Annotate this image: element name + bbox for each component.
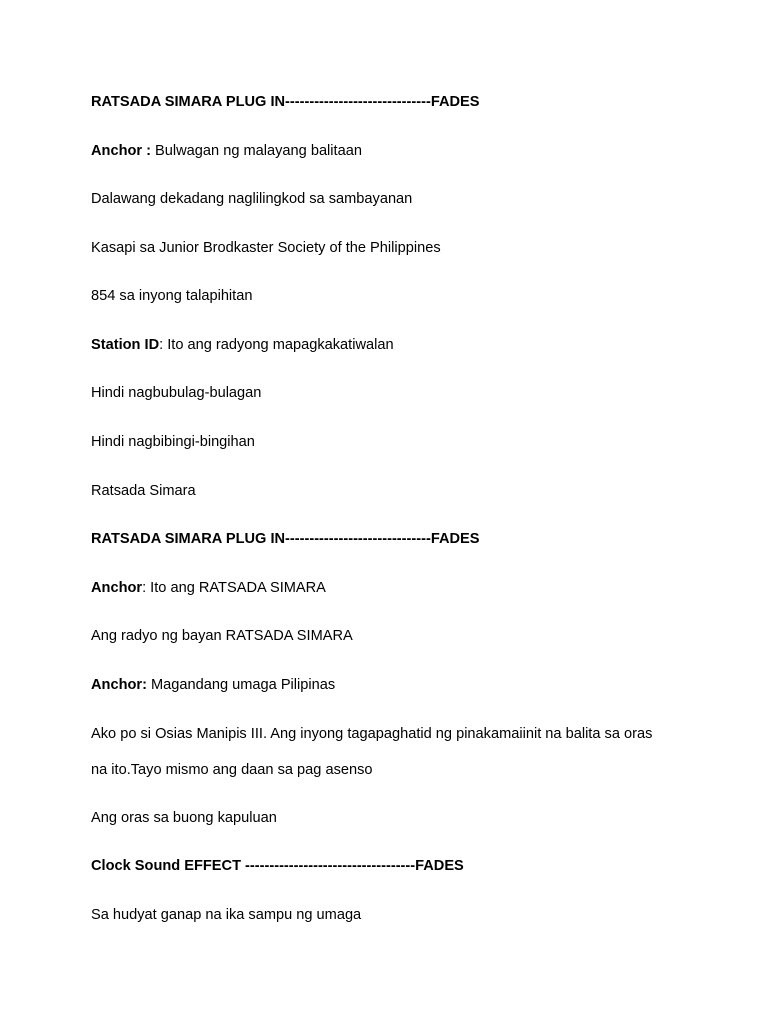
line-text: na ito.Tayo mismo ang daan sa pag asenso (91, 762, 373, 778)
script-line-station-id (91, 336, 394, 354)
line-text: Ako po si Osias Manipis III. Ang inyong tagapaghatid ng pinakamaiinit na balita sa oras (91, 726, 653, 742)
line-text: 854 sa inyong talapihitan (91, 288, 253, 304)
script-line-anchor-3 (91, 676, 335, 694)
script-line (91, 384, 261, 402)
script-line (91, 725, 652, 743)
line-text: Ratsada Simara (91, 483, 196, 499)
script-line-anchor-1 (91, 142, 362, 160)
script-line-clock-sound (91, 857, 464, 875)
line-text: Magandang umaga Pilipinas (146, 677, 336, 693)
script-line (91, 190, 412, 208)
line-text: Dalawang dekadang naglilingkod sa sambayanan (91, 191, 413, 207)
line-bold: Anchor (91, 580, 143, 596)
line-text: Ang radyo ng bayan RATSADA SIMARA (91, 628, 353, 644)
line-bold: Clock Sound EFFECT -----------------------------------FADES (91, 858, 464, 874)
line-text: : Ito ang radyong mapagkakatiwalan (159, 337, 394, 353)
script-line-plug-in-2 (91, 530, 480, 548)
script-line-anchor-2 (91, 579, 326, 597)
line-bold: Station ID (91, 337, 160, 353)
script-line (91, 809, 277, 827)
script-line (91, 287, 252, 305)
line-text: : Ito ang RATSADA SIMARA (142, 580, 326, 596)
script-line (91, 433, 255, 451)
line-bold: RATSADA SIMARA PLUG IN------------------------------FADES (91, 531, 480, 547)
line-bold: RATSADA SIMARA PLUG IN------------------------------FADES (91, 94, 480, 110)
script-line (91, 906, 361, 924)
line-text: Sa hudyat ganap na ika sampu ng umaga (91, 907, 362, 923)
line-text: Hindi nagbubulag-bulagan (91, 385, 262, 401)
script-line (91, 482, 196, 500)
script-line (91, 627, 353, 645)
script-line (91, 761, 373, 779)
line-bold: Anchor: (91, 677, 147, 693)
script-line (91, 239, 441, 257)
line-text: Kasapi sa Junior Brodkaster Society of the Philippines (91, 240, 441, 256)
line-text: Hindi nagbibingi-bingihan (91, 434, 255, 450)
line-bold: Anchor : (91, 143, 151, 159)
line-text: Ang oras sa buong kapuluan (91, 810, 277, 826)
script-line-plug-in-1 (91, 93, 480, 111)
line-text: Bulwagan ng malayang balitaan (151, 143, 362, 159)
